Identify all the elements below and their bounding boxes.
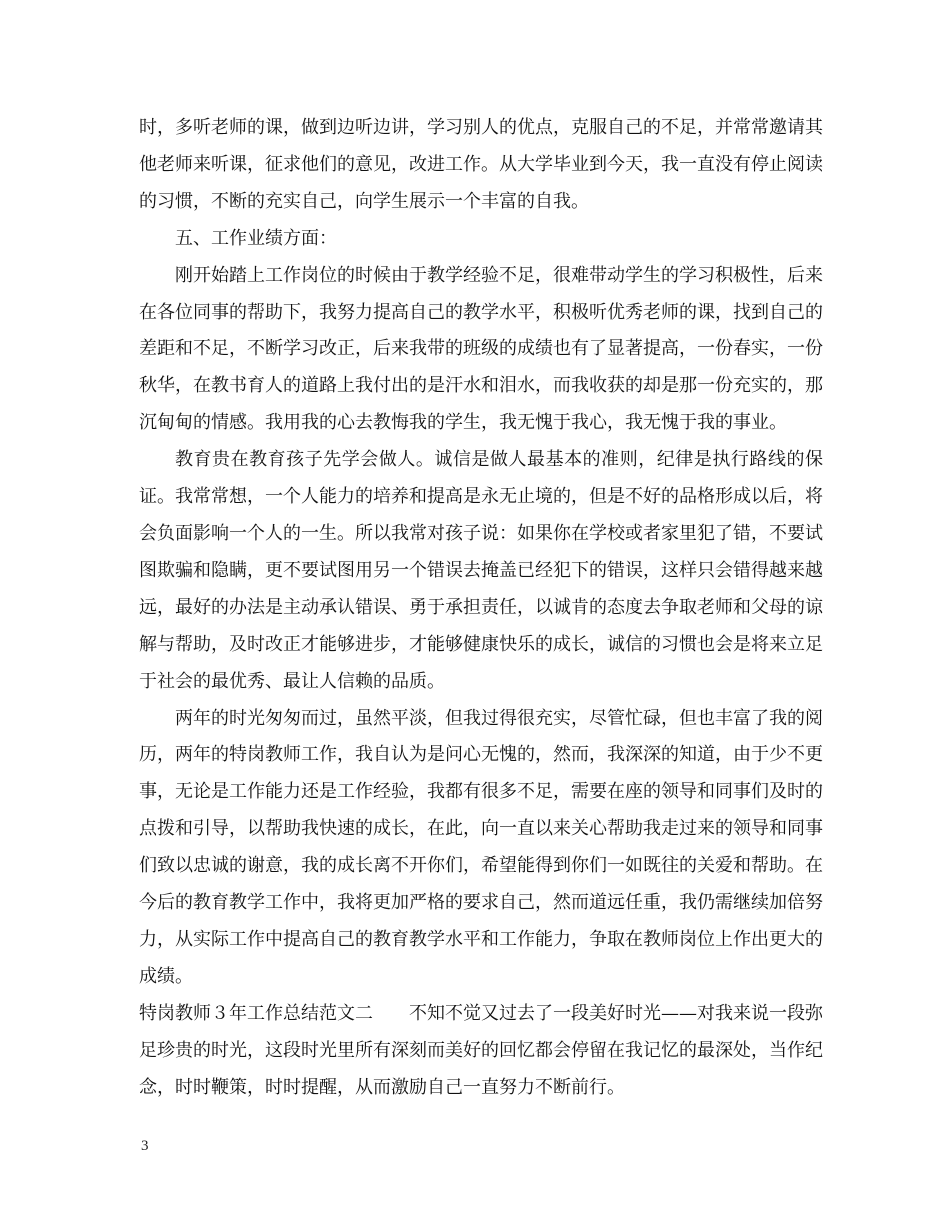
paragraph-continuation: 时，多听老师的课，做到边听边讲，学习别人的优点，克服自己的不足，并常常邀请其他老师来听课，征求他们的意见，改进工作。从大学毕业到今天，我一直没有停止阅读的习惯，不断的充实自己，向学生展示一个丰富的自我。 bbox=[139, 117, 823, 212]
paragraph-education-honesty: 教育贵在教育孩子先学会做人。诚信是做人最基本的准则，纪律是执行路线的保证。我常常想，一个人能力的培养和提高是永无止境的，但是不好的品格形成以后，将会负面影响一个人的一生。所以我常对孩子说：如果你在学校或者家里犯了错，不要试图欺骗和隐瞒，更不要试图用另一个错误去掩盖已经犯下的错误，这样只会错得越来越远，最好的办法是主动承认错误、勇于承担责任，以诚肯的态度去争取老师和父母的谅解与帮助，及时改正才能够进步，才能够健康快乐的成长，诚信的习惯也会是将来立足于社会的最优秀、最让人信赖的品质。 bbox=[139, 449, 823, 692]
paragraph-sample-two-intro: 特岗教师３年工作总结范文二 不知不觉又过去了一段美好时光——对我来说一段弥足珍贵的时光，这段时光里所有深刻而美好的回忆都会停留在我记忆的最深处，当作纪念，时时鞭策，时时提醒，从而激励自己一直努力不断前行。 bbox=[139, 1002, 823, 1098]
page-number: 3 bbox=[141, 1138, 149, 1154]
section-heading-work-performance: 五、工作业绩方面： bbox=[175, 227, 337, 249]
document-body bbox=[139, 110, 823, 1106]
paragraph-two-years-summary: 两年的时光匆匆而过，虽然平淡，但我过得很充实，尽管忙碌，但也丰富了我的阅历，两年的特岗教师工作，我自认为是问心无愧的，然而，我深深的知道，由于少不更事，无论是工作能力还是工作经验，我都有很多不足，需要在座的领导和同事们及时的点拨和引导，以帮助我快速的成长，在此，向一直以来关心帮助我走过来的领导和同事们致以忠诚的谢意，我的成长离不开你们，希望能得到你们一如既往的关爱和帮助。在今后的教育教学工作中，我将更加严格的要求自己，然而道远任重，我仍需继续加倍努力，从实际工作中提高自己的教育教学水平和工作能力，争取在教师岗位上作出更大的成绩。 bbox=[139, 707, 823, 987]
paragraph-work-performance: 刚开始踏上工作岗位的时候由于教学经验不足，很难带动学生的学习积极性，后来在各位同事的帮助下，我努力提高自己的教学水平，积极听优秀老师的课，找到自己的差距和不足，不断学习改正，后来我带的班级的成绩也有了显著提高，一份春实，一份秋华，在教书育人的道路上我付出的是汗水和泪水，而我收获的却是那一份充实的，那沉甸甸的情感。我用我的心去教悔我的学生，我无愧于我心，我无愧于我的事业。 bbox=[139, 264, 823, 434]
